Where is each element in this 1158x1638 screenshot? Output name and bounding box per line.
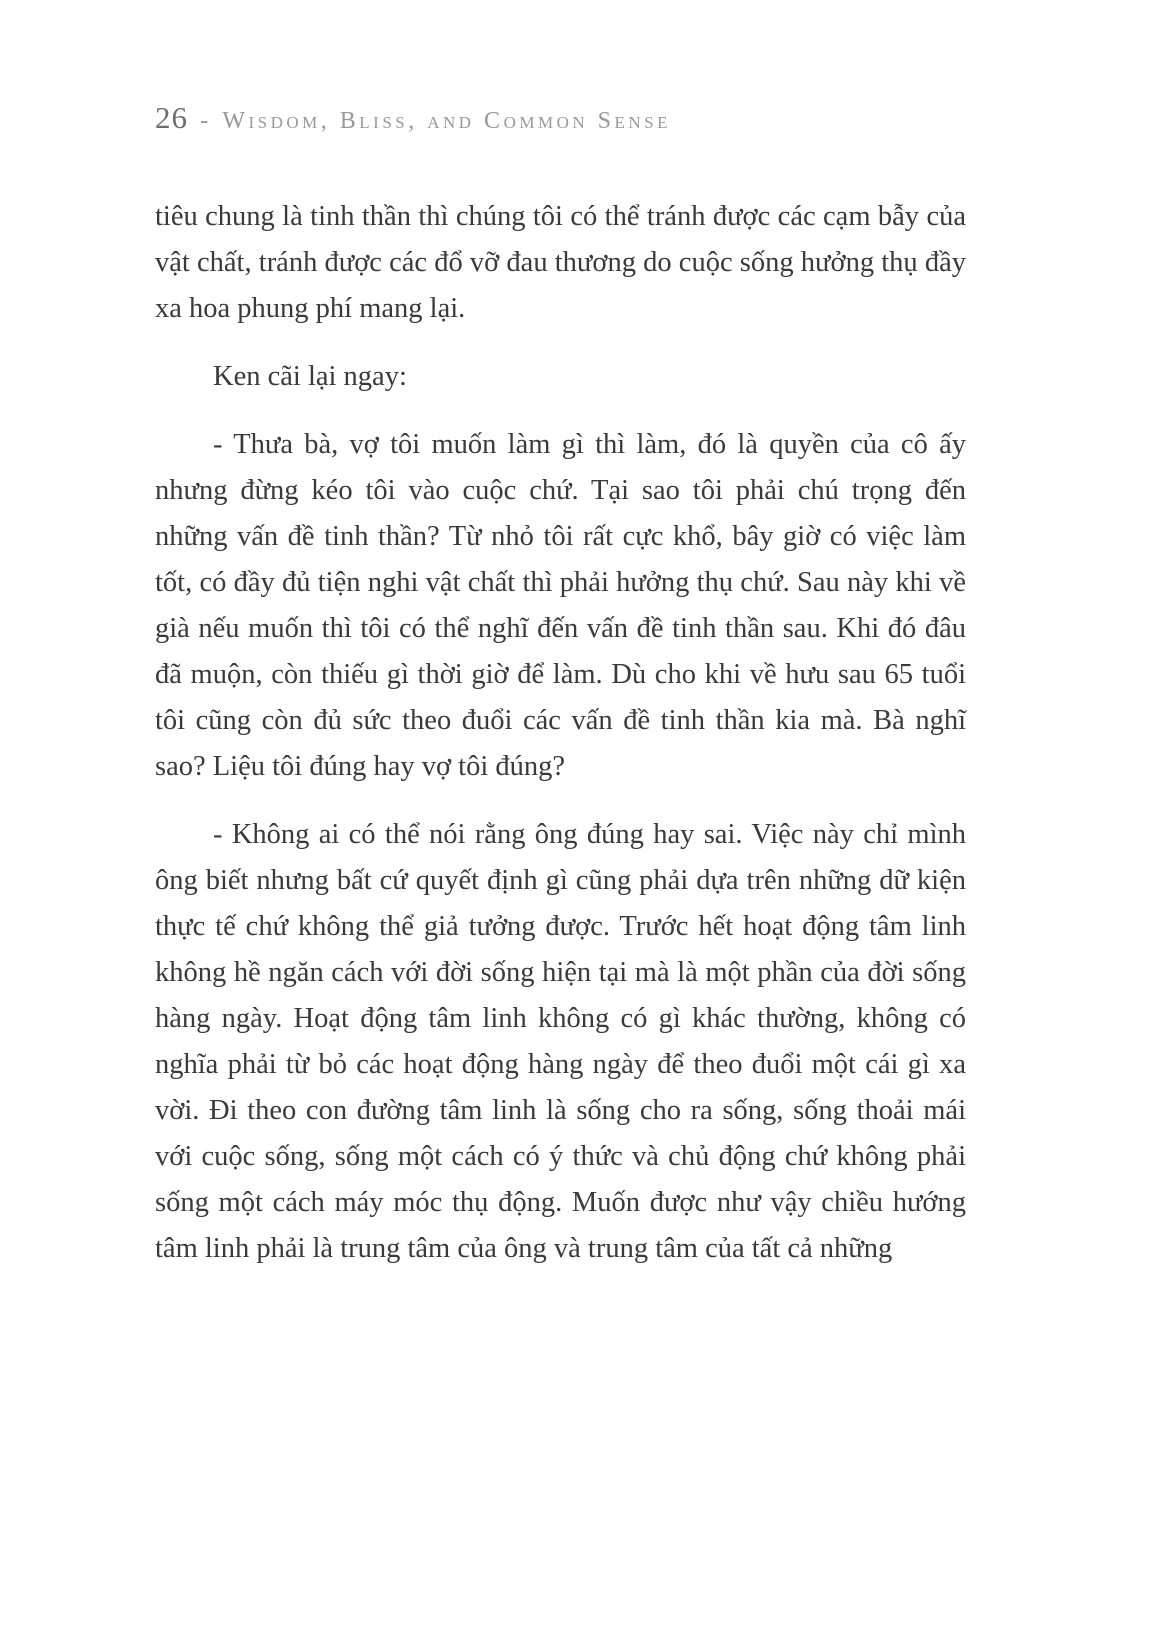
page-body	[155, 194, 966, 1272]
page-number: 26	[155, 100, 188, 135]
paragraph: - Thưa bà, vợ tôi muốn làm gì thì làm, đó là quyền của cô ấy nhưng đừng kéo tôi vào cuộc chứ. Tại sao tôi phải chú trọng đến những vấn đề tinh thần? Từ nhỏ tôi rất cực khổ, bây giờ có việc làm tốt, có đầy đủ tiện nghi vật chất thì phải hưởng thụ chứ. Sau này khi về già nếu muốn thì tôi có thể nghĩ đến vấn đề tinh thần sau. Khi đó đâu đã muộn, còn thiếu gì thời giờ để làm. Dù cho khi về hưu sau 65 tuổi tôi cũng còn đủ sức theo đuổi các vấn đề tinh thần kia mà. Bà nghĩ sao? Liệu tôi đúng hay vợ tôi đúng?	[155, 429, 966, 782]
paragraph: - Không ai có thể nói rằng ông đúng hay sai. Việc này chỉ mình ông biết nhưng bất cứ quyết định gì cũng phải dựa trên những dữ kiện thực tế chứ không thể giả tưởng được. Trước hết hoạt động tâm linh không hề ngăn cách với đời sống hiện tại mà là một phần của đời sống hàng ngày. Hoạt động tâm linh không có gì khác thường, không có nghĩa phải từ bỏ các hoạt động hàng ngày để theo đuổi một cái gì xa vời. Đi theo con đường tâm linh là sống cho ra sống, sống thoải mái với cuộc sống, sống một cách có ý thức và chủ động chứ không phải sống một cách máy móc thụ động. Muốn được như vậy chiều hướng tâm linh phải là trung tâm của ông và trung tâm của tất cả những	[155, 819, 966, 1264]
header-separator: -	[200, 107, 209, 134]
paragraph: Ken cãi lại ngay:	[213, 361, 407, 392]
running-header	[155, 100, 966, 136]
running-title: Wisdom, Bliss, and Common Sense	[222, 108, 671, 134]
paragraph: tiêu chung là tinh thần thì chúng tôi có thể tránh được các cạm bẫy của vật chất, tránh được các đổ vỡ đau thương do cuộc sống hưởng thụ đầy xa hoa phung phí mang lại.	[155, 201, 966, 324]
